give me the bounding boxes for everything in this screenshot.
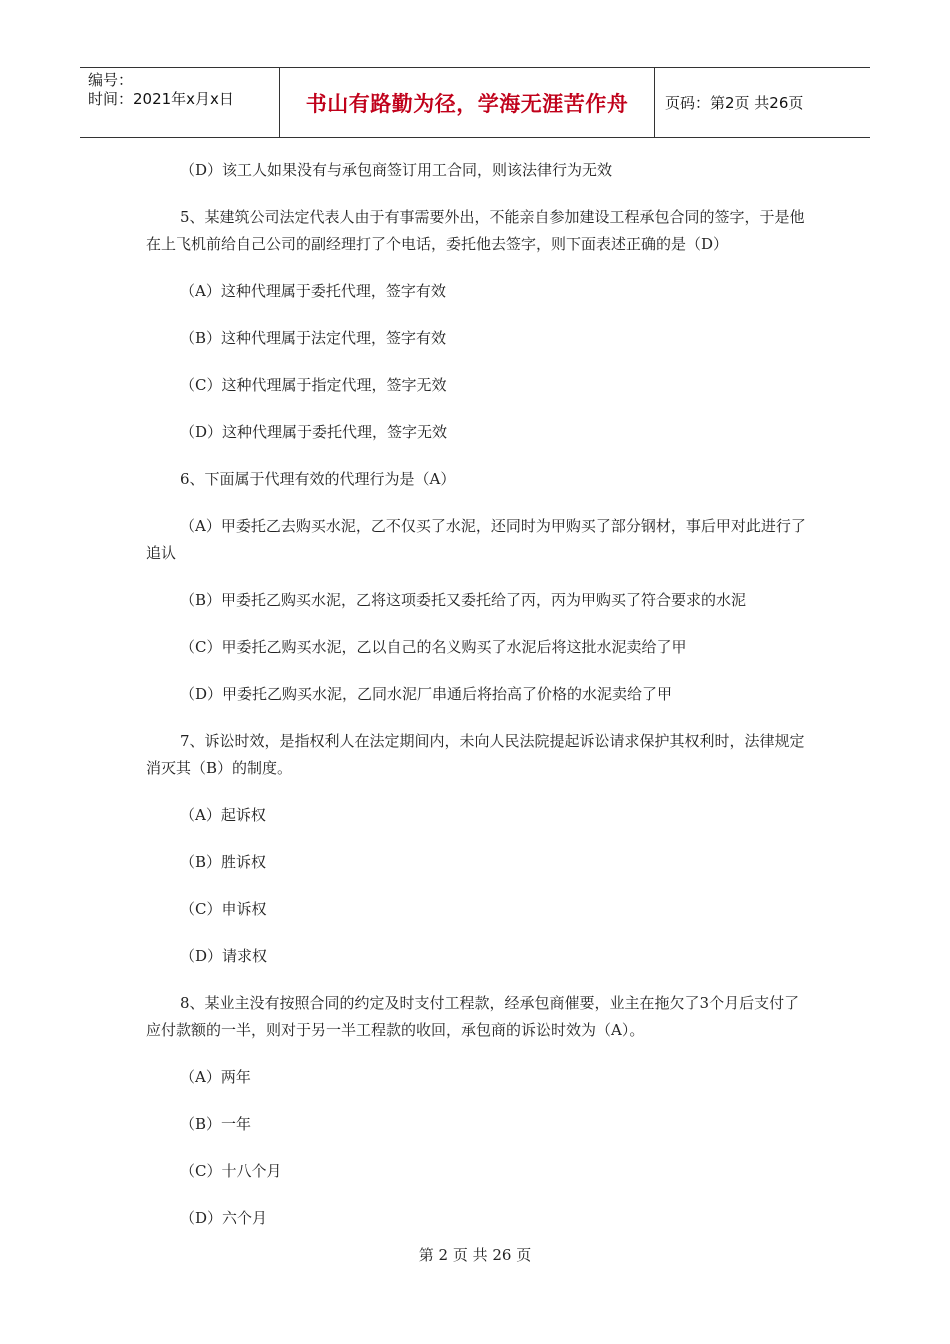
option-line: （C）甲委托乙购买水泥，乙以自己的名义购买了水泥后将这批水泥卖给了甲 [180, 638, 687, 656]
option-line: （A）两年 [180, 1068, 251, 1086]
option-line: （A）这种代理属于委托代理，签字有效 [180, 282, 446, 300]
option-line: （B）这种代理属于法定代理，签字有效 [180, 329, 447, 347]
option-line: （D）该工人如果没有与承包商签订用工合同，则该法律行为无效 [180, 161, 613, 179]
document-body [146, 157, 814, 1232]
question-line: 7、诉讼时效，是指权利人在法定期间内，未向人民法院提起诉讼请求保护其权利时，法律规定消灭其（B）的制度。 [146, 732, 805, 777]
question-line: 5、某建筑公司法定代表人由于有事需要外出，不能亲自参加建设工程承包合同的签字，于是他在上飞机前给自己公司的副经理打了个电话，委托他去签字，则下面表述正确的是（D） [146, 208, 805, 253]
option-line-wrapped: （A）甲委托乙去购买水泥，乙不仅买了水泥，还同时为甲购买了部分钢材，事后甲对此进行了追认 [146, 517, 806, 562]
document-number-label: 编号： [88, 71, 134, 89]
option-line: （C）这种代理属于指定代理，签字无效 [180, 376, 447, 394]
option-line: （B）胜诉权 [180, 853, 267, 871]
header-page-info: 页码：第2页 共26页 [665, 94, 804, 112]
option-line: （B）甲委托乙购买水泥，乙将这项委托又委托给了丙，丙为甲购买了符合要求的水泥 [180, 591, 747, 609]
option-line: （A）起诉权 [180, 806, 266, 824]
option-line: （D）甲委托乙购买水泥，乙同水泥厂串通后将抬高了价格的水泥卖给了甲 [180, 685, 673, 703]
option-line: （D）请求权 [180, 947, 268, 965]
question-line: 8、某业主没有按照合同的约定及时支付工程款，经承包商催要，业主在拖欠了3个月后支付了应付款额的一半，则对于另一半工程款的收回，承包商的诉讼时效为（A）。 [146, 994, 800, 1039]
question-line: 6、下面属于代理有效的代理行为是（A） [180, 470, 456, 488]
option-line: （C）十八个月 [180, 1162, 282, 1180]
option-line: （C）申诉权 [180, 900, 267, 918]
option-line: （D）六个月 [180, 1209, 268, 1227]
page-footer: 第 2 页 共 26 页 [418, 1246, 532, 1264]
header-meta [80, 68, 280, 137]
page-header [80, 67, 870, 138]
header-motto: 书山有路勤为径，学海无涯苦作舟 [280, 68, 655, 137]
option-line: （B）一年 [180, 1115, 252, 1133]
option-line: （D）这种代理属于委托代理，签字无效 [180, 423, 448, 441]
document-time-label: 时间：2021年x月x日 [88, 90, 234, 108]
